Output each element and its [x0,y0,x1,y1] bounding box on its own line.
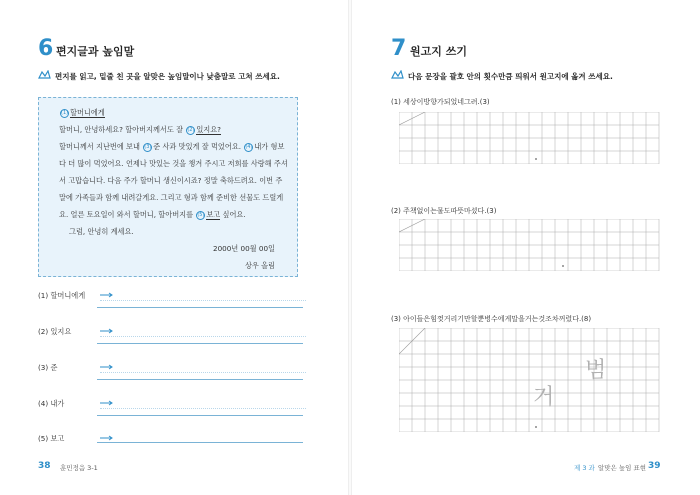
arrow-right-icon [100,435,114,441]
manuscript-grid-2[interactable] [399,219,660,271]
footer-text: 알맞은 높임 표현 [598,464,647,472]
letter-line-3: 할머니께서 지난번에 보내 (3) 준 사과 맛있게 잘 먹었어요. (4) 내가 형보 [59,142,285,151]
section-number: 7 [391,36,407,61]
question-1: (1) 세상이방향가되었네그려.(3) [391,98,490,106]
grid-svg [399,219,660,271]
letter-line-6: 말에 가족들과 함께 내려갈게요. 그리고 형과 함께 준비한 선물도 드릴게 [59,193,284,202]
answer-label: (3) 준 [38,363,58,372]
instruction: 다음 문장을 괄호 안의 횟수만큼 띄워서 원고지에 옮겨 쓰세요. [408,72,613,81]
section-title: 원고지 쓰기 [410,45,467,58]
marker-5: (5) [197,211,205,218]
answer-label: (5) 보고 [38,434,65,443]
pencil-book-icon [38,70,51,79]
answer-line[interactable] [97,379,303,380]
arrow-right-icon [100,400,114,406]
answer-line[interactable] [97,343,303,344]
answer-label: (4) 내가 [38,399,65,408]
arrow-right-icon [100,328,114,334]
manuscript-grid-3[interactable] [399,328,660,432]
letter-line-2: 할머니, 안녕하세요? 할아버지께서도 잘 (2) 있지요? [59,125,221,134]
letter-signature: 상우 올림 [244,261,275,270]
answer-line[interactable] [97,307,303,308]
page-number: 39 [648,461,661,471]
answer-label: (2) 있지요 [38,327,72,336]
answer-line[interactable] [97,442,303,443]
section-title: 편지글과 높임말 [56,45,135,58]
marker-3: (3) [144,143,152,150]
letter-date: 2000년 00월 00일 [213,244,275,253]
section-number: 6 [38,36,54,61]
answer-line[interactable] [97,415,303,416]
arrow-right-icon [100,292,114,298]
marker-4: (4) [245,143,253,150]
grid-svg [399,328,660,432]
letter-line-5: 서 고맙습니다. 다음 주가 할머니 생신이시죠? 정말 축하드려요. 이번 주 [59,176,283,185]
marker-2: (2) [187,126,195,133]
manuscript-grid-1[interactable] [399,112,660,164]
footer-text: 훈민정음 3-1 [60,464,98,472]
letter-line-7: 요. 얼른 토요일이 와서 할머니, 할아버지를 (5) 보고 싶어요. [59,210,246,219]
footer-chapter: 제 3 과 [574,464,595,472]
ghost-char: 범 [585,358,607,383]
question-2: (2) 주책없이는물도따뜻마셨다.(3) [391,207,497,215]
pencil-book-icon [391,70,404,79]
letter-closing: 그럼, 안녕히 계세요. [69,227,134,236]
answer-label: (1) 할머니에게 [38,291,86,300]
ghost-char: 거 [533,385,555,410]
marker-1: (1) [61,109,69,116]
arrow-right-icon [100,364,114,370]
letter-box [38,97,298,277]
letter-line-4: 다 더 많이 먹었어요. 언제나 맛있는 것을 챙겨 주시고 저희를 사랑해 주셔 [59,159,288,168]
question-3: (3) 아이들은힘껏거리기만할뿐병수에게말을거는것조차꺼렸다.(8) [391,315,592,323]
letter-greeting: (1) 할머니에게 [61,108,105,117]
grid-svg [399,112,660,164]
instruction: 편지를 읽고, 밑줄 친 곳을 알맞은 높임말이나 낮춤말로 고쳐 쓰세요. [55,72,280,81]
page-number: 38 [38,461,51,471]
